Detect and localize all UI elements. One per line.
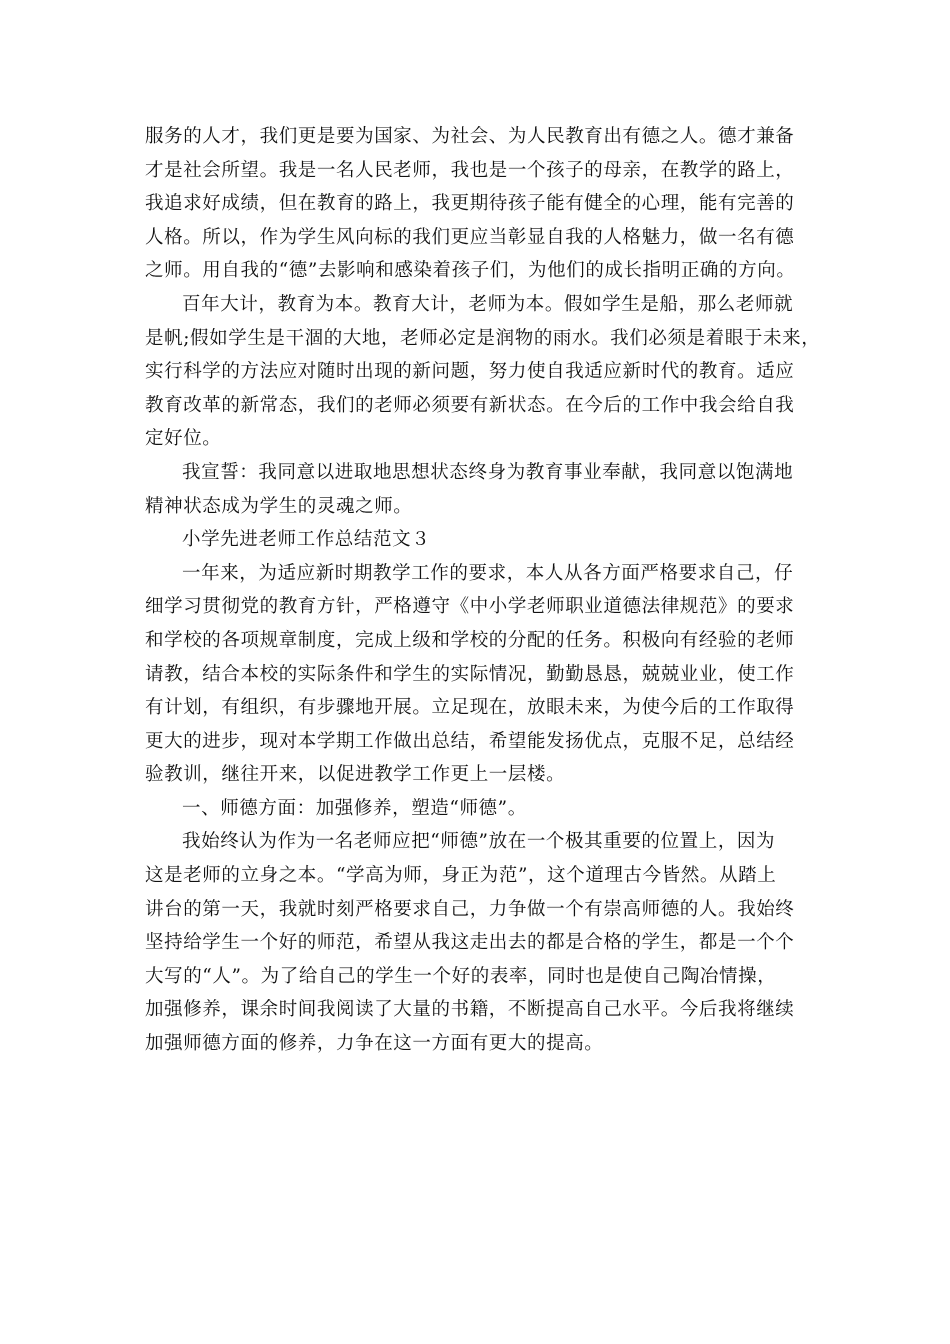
text-line: 百年大计，教育为本。教育大计，老师为本。假如学生是船，那么老师就 bbox=[182, 293, 794, 315]
text-line: 讲台的第一天，我就时刻严格要求自己，力争做一个有崇高师德的人。我始终 bbox=[145, 898, 795, 920]
text-line: 教育改革的新常态，我们的老师必须要有新状态。在今后的工作中我会给自我 bbox=[145, 394, 795, 416]
text-line: 这是老师的立身之本。“学高为师，身正为范”，这个道理古今皆然。从踏上 bbox=[145, 865, 777, 887]
text-line: 加强师德方面的修养，力争在这一方面有更大的提高。 bbox=[145, 1033, 604, 1055]
text-line: 才是社会所望。我是一名人民老师，我也是一个孩子的母亲，在教学的路上， bbox=[145, 159, 795, 181]
text-line: 实行科学的方法应对随时出现的新问题，努力使自我适应新时代的教育。适应 bbox=[145, 361, 795, 383]
text-line: 服务的人才，我们更是要为国家、为社会、为人民教育出有德之人。德才兼备 bbox=[145, 126, 795, 147]
text-line: 加强修养，课余时间我阅读了大量的书籍，不断提高自己水平。今后我将继续 bbox=[145, 999, 795, 1021]
text-line: 小学先进老师工作总结范文３ bbox=[182, 529, 431, 551]
text-line: 细学习贯彻党的教育方针，严格遵守《中小学老师职业道德法律规范》的要求 bbox=[145, 596, 795, 618]
text-line: 大写的“人”。为了给自己的学生一个好的表率，同时也是使自己陶冶情操， bbox=[145, 965, 777, 987]
text-line: 有计划，有组织，有步骤地开展。立足现在，放眼未来，为使今后的工作取得 bbox=[145, 697, 795, 719]
text-line: 我宣誓：我同意以进取地思想状态终身为教育事业奉献，我同意以饱满地 bbox=[182, 461, 794, 483]
text-line: 一年来，为适应新时期教学工作的要求，本人从各方面严格要求自己，仔 bbox=[182, 562, 794, 584]
text-line: 我始终认为作为一名老师应把“师德”放在一个极其重要的位置上，因为 bbox=[182, 831, 776, 853]
text-line: 和学校的各项规章制度，完成上级和学校的分配的任务。积极向有经验的老师 bbox=[145, 629, 795, 651]
text-line: 之师。用自我的“德”去影响和感染着孩子们，为他们的成长指明正确的方向。 bbox=[145, 260, 796, 282]
text-line: 一、师德方面：加强修养，塑造“师德”。 bbox=[182, 797, 527, 819]
text-line: 更大的进步，现对本学期工作做出总结，希望能发扬优点，克服不足，总结经 bbox=[145, 730, 795, 752]
text-line: 人格。所以，作为学生风向标的我们更应当彰显自我的人格魅力，做一名有德 bbox=[145, 226, 795, 248]
text-line: 验教训，继往开来，以促进教学工作更上一层楼。 bbox=[145, 764, 566, 786]
text-line: 精神状态成为学生的灵魂之师。 bbox=[145, 495, 413, 517]
text-line: 坚持给学生一个好的师范，希望从我这走出去的都是合格的学生，都是一个个 bbox=[145, 932, 795, 954]
text-line: 是帆;假如学生是干涸的大地，老师必定是润物的雨水。我们必须是着眼于未来， bbox=[145, 327, 821, 349]
text-line: 我追求好成绩，但在教育的路上，我更期待孩子能有健全的心理，能有完善的 bbox=[145, 193, 795, 215]
text-line: 请教，结合本校的实际条件和学生的实际情况，勤勤恳恳，兢兢业业，使工作 bbox=[145, 663, 795, 685]
text-line: 定好位。 bbox=[145, 428, 222, 450]
document-body bbox=[145, 120, 821, 1061]
